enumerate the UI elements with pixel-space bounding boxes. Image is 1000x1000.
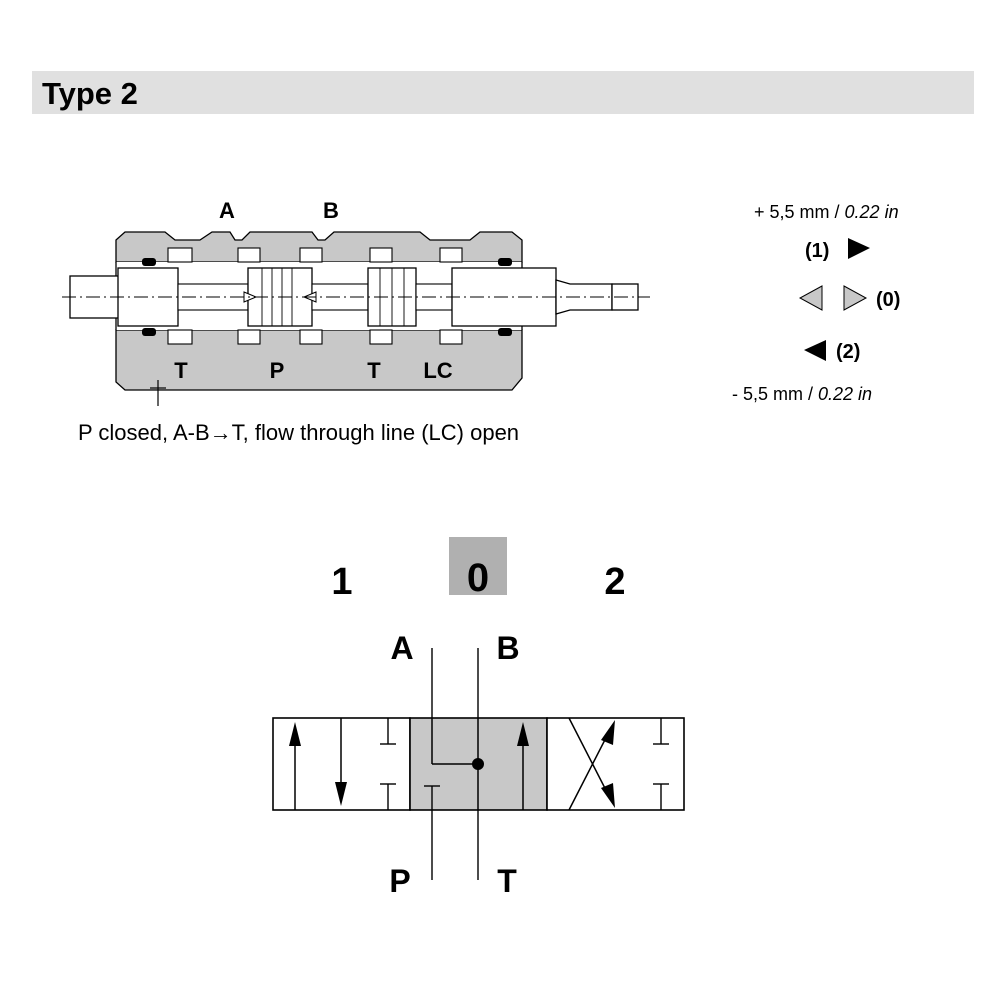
port-label-b: B	[323, 198, 339, 223]
position-1-label: (1)	[805, 240, 830, 262]
stroke-legend	[732, 202, 900, 404]
section-caption: P closed, A-B→T, flow through line (LC) open	[78, 420, 520, 445]
position-number-2: 2	[604, 561, 626, 603]
port-label-t-right: T	[367, 358, 381, 383]
symbol-port-b: B	[496, 630, 520, 666]
left-arrow-icon	[804, 340, 826, 361]
symbol-port-a: A	[390, 630, 414, 666]
page-title: Type 2	[42, 76, 138, 111]
symbol-port-p: P	[389, 863, 411, 899]
port-label-t-left: T	[174, 358, 188, 383]
port-label-p: P	[269, 358, 285, 383]
symbol-port-t: T	[497, 863, 517, 899]
port-label-lc: LC	[423, 358, 453, 383]
minus-stroke-text: - 5,5 mm / 0.22 in	[732, 384, 873, 404]
position-number-1: 1	[331, 561, 353, 603]
plus-stroke-text: + 5,5 mm / 0.22 in	[754, 202, 899, 222]
hydraulic-symbol	[273, 537, 684, 899]
left-arrow-outline-icon	[800, 286, 822, 310]
right-arrow-outline-icon	[844, 286, 866, 310]
right-arrow-icon	[848, 238, 870, 259]
port-label-a: A	[219, 198, 235, 223]
position-2-label: (2)	[836, 341, 861, 363]
position-number-0: 0	[466, 556, 490, 600]
valve-section-view	[62, 198, 650, 445]
symbol-box-2	[547, 718, 684, 810]
position-0-label: (0)	[876, 289, 901, 311]
